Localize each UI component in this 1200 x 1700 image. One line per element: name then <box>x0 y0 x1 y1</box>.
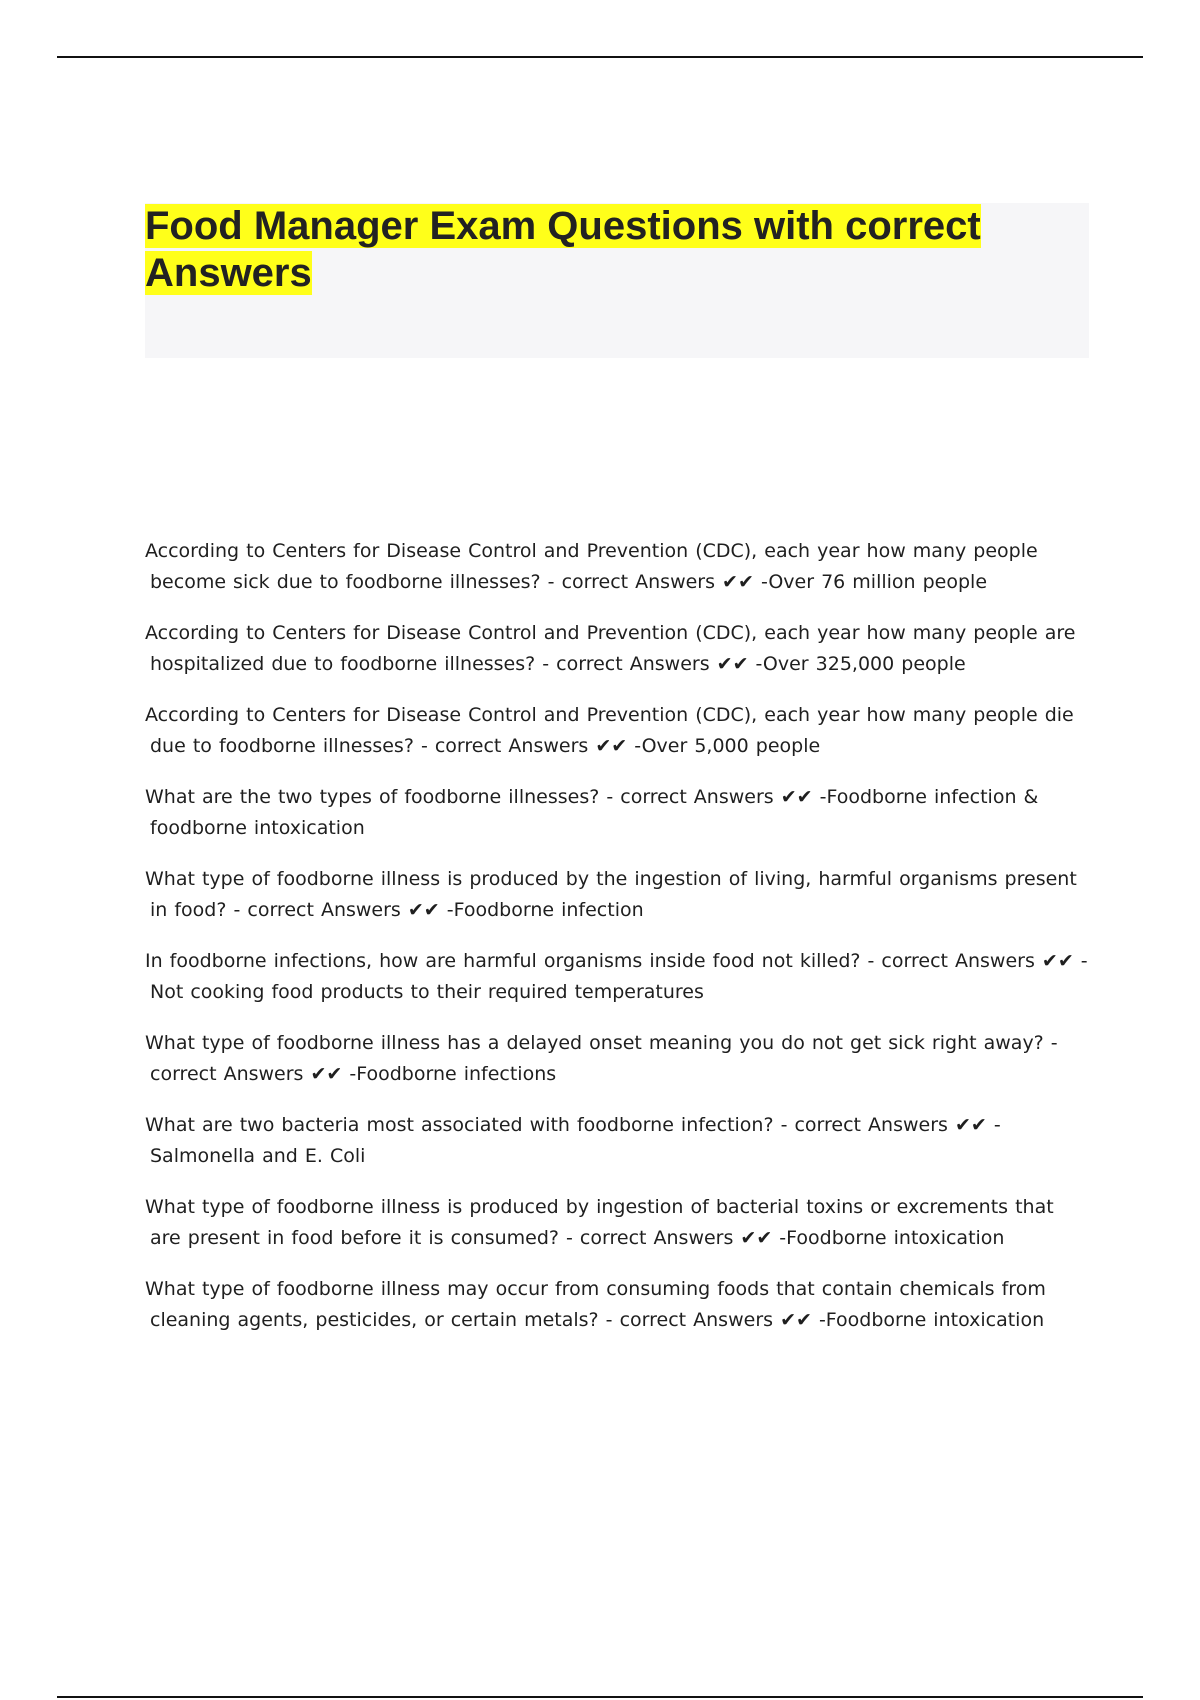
top-rule <box>57 56 1143 58</box>
page-title <box>145 203 1045 297</box>
title-highlight: Food Manager Exam Questions with correct Answers <box>145 204 981 295</box>
qa-item: What type of foodborne illness may occur from consuming foods that contain chemicals from cleaning agents, pesticides, or certain metals? - correct Answers ✔✔ -Foodborne intoxication <box>145 1278 1046 1331</box>
qa-item: What type of foodborne illness has a delayed onset meaning you do not get sick right away? - correct Answers ✔✔ -Foodborne infections <box>145 1032 1058 1085</box>
bottom-rule <box>57 1696 1143 1698</box>
qa-item: What are two bacteria most associated with foodborne infection? - correct Answers ✔✔ - Salmonella and E. Coli <box>145 1114 1001 1167</box>
title-box <box>145 203 1089 358</box>
qa-list <box>145 536 1090 1356</box>
qa-item: What type of foodborne illness is produced by the ingestion of living, harmful organisms present in food? - correct Answers ✔✔ -Foodborne infection <box>145 868 1077 921</box>
qa-item: According to Centers for Disease Control and Prevention (CDC), each year how many people are hospitalized due to foodborne illnesses? - correct Answers ✔✔ -Over 325,000 people <box>145 622 1076 675</box>
qa-item: What are the two types of foodborne illnesses? - correct Answers ✔✔ -Foodborne infection & foodborne intoxication <box>145 786 1039 839</box>
qa-item: According to Centers for Disease Control and Prevention (CDC), each year how many people become sick due to foodborne illnesses? - correct Answers ✔✔ -Over 76 million people <box>145 540 1038 593</box>
qa-item: According to Centers for Disease Control and Prevention (CDC), each year how many people die due to foodborne illnesses? - correct Answers ✔✔ -Over 5,000 people <box>145 704 1074 757</box>
qa-item: In foodborne infections, how are harmful organisms inside food not killed? - correct Answers ✔✔ - Not cooking food products to their required temperatures <box>145 950 1088 1003</box>
qa-item: What type of foodborne illness is produced by ingestion of bacterial toxins or excrements that are present in food before it is consumed? - correct Answers ✔✔ -Foodborne intoxication <box>145 1196 1054 1249</box>
